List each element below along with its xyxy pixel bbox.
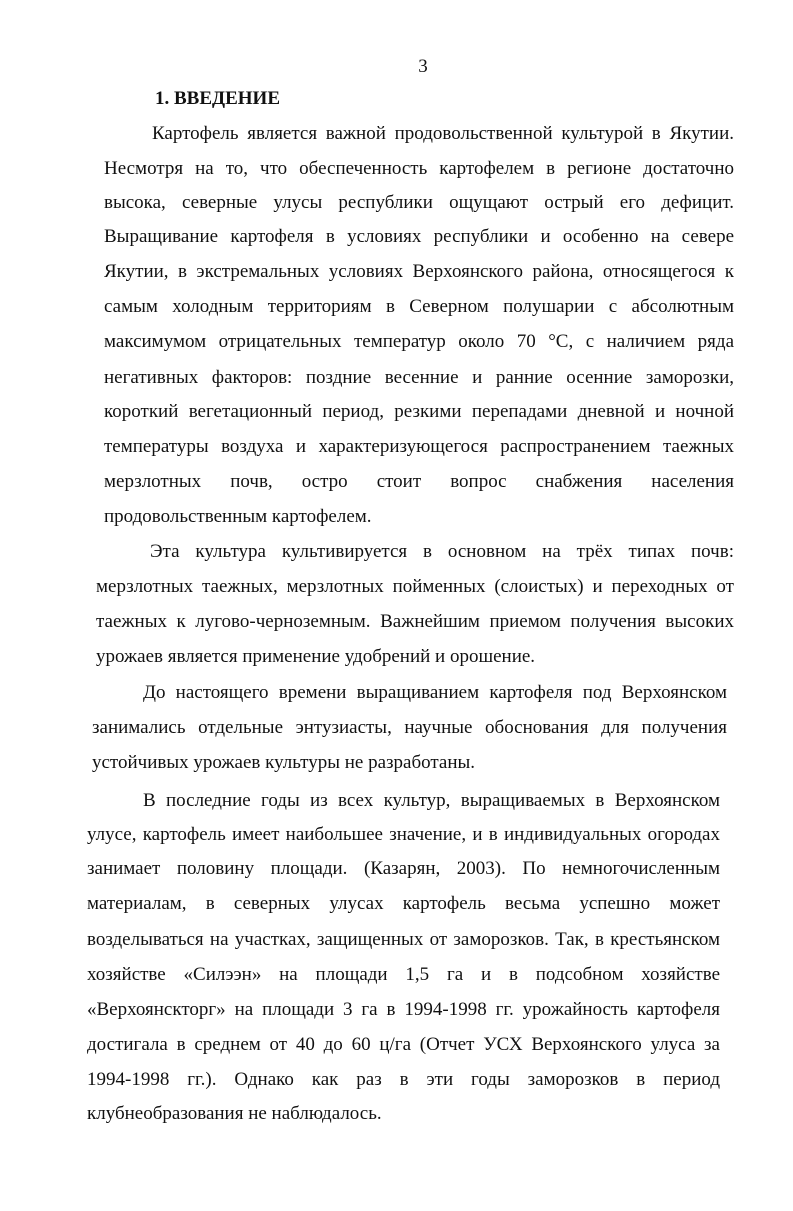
paragraph-1-line-3: высока, северные улусы республики ощущают острый его дефицит. [104, 192, 734, 213]
paragraph-4-line-4: материалам, в северных улусах картофель весьма успешно может [87, 893, 720, 914]
paragraph-1-line-12: продовольственным картофелем. [104, 506, 372, 527]
paragraph-4-line-5: возделываться на участках, защищенных от заморозков. Так, в крестьянском [87, 929, 720, 950]
paragraph-1-line-9: короткий вегетационный период, резкими перепадами дневной и ночной [104, 401, 734, 422]
paragraph-1-line-1: Картофель является важной продовольственной культурой в Якутии. [152, 123, 734, 144]
paragraph-2-line-2: мерзлотных таежных, мерзлотных пойменных (слоистых) и переходных от [96, 576, 734, 597]
paragraph-3-line-1: До настоящего времени выращиванием картофеля под Верхоянском [143, 682, 727, 703]
paragraph-1-line-7: максимумом отрицательных температур около 70 °С, с наличием ряда [104, 331, 734, 352]
section-heading: 1. ВВЕДЕНИЕ [155, 88, 280, 109]
paragraph-4-line-6: хозяйстве «Силээн» на площади 1,5 га и в подсобном хозяйстве [87, 964, 720, 985]
paragraph-1-line-8: негативных факторов: поздние весенние и ранние осенние заморозки, [104, 367, 734, 388]
paragraph-1-line-6: самым холодным территориям в Северном полушарии с абсолютным [104, 296, 734, 317]
paragraph-1-line-2: Несмотря на то, что обеспеченность картофелем в регионе достаточно [104, 158, 734, 179]
paragraph-1-line-11: мерзлотных почв, остро стоит вопрос снабжения населения [104, 471, 734, 492]
paragraph-3-line-2: занимались отдельные энтузиасты, научные обоснования для получения [92, 717, 727, 738]
paragraph-1-line-4: Выращивание картофеля в условиях республики и особенно на севере [104, 226, 734, 247]
paragraph-4-line-8: достигала в среднем от 40 до 60 ц/га (Отчет УСХ Верхоянского улуса за [87, 1034, 720, 1055]
page-number: 3 [418, 56, 428, 77]
paragraph-3-line-3: устойчивых урожаев культуры не разработаны. [92, 752, 476, 773]
paragraph-2-line-3: таежных к лугово-черноземным. Важнейшим приемом получения высоких [96, 611, 734, 632]
paragraph-4-line-10: клубнеобразования не наблюдалось. [87, 1103, 382, 1124]
paragraph-4-line-7: «Верхоянскторг» на площади 3 га в 1994-1998 гг. урожайность картофеля [87, 999, 720, 1020]
paragraph-1-line-10: температуры воздуха и характеризующегося распространением таежных [104, 436, 734, 457]
paragraph-4-line-9: 1994-1998 гг.). Однако как раз в эти годы заморозков в период [87, 1069, 720, 1090]
paragraph-1-line-5: Якутии, в экстремальных условиях Верхоянского района, относящегося к [104, 261, 734, 282]
paragraph-2-line-4: урожаев является применение удобрений и орошение. [96, 646, 536, 667]
paragraph-4-line-1: В последние годы из всех культур, выращиваемых в Верхоянском [143, 790, 720, 811]
paragraph-4-line-3: занимает половину площади. (Казарян, 2003). По немногочисленным [87, 858, 720, 879]
paragraph-2-line-1: Эта культура культивируется в основном на трёх типах почв: [150, 541, 734, 562]
paragraph-4-line-2: улусе, картофель имеет наибольшее значение, и в индивидуальных огородах [87, 824, 720, 845]
